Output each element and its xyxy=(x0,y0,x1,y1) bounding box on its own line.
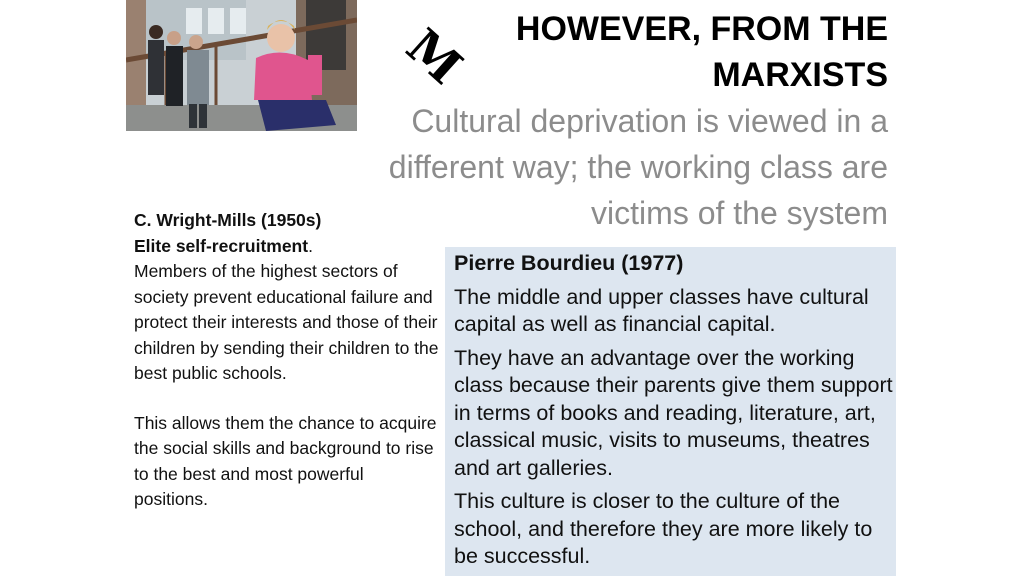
subtitle-line-2: different way; the working class are xyxy=(388,149,888,185)
concept-suffix: . xyxy=(308,235,313,256)
slanted-m-logo: M xyxy=(395,18,473,96)
bourdieu-paragraph-3: This culture is closer to the culture of the school, and therefore they are more likely to be successful. xyxy=(454,489,873,568)
wright-mills-section xyxy=(134,208,439,513)
bourdieu-heading: Pierre Bourdieu (1977) xyxy=(454,251,684,275)
subtitle-line-3: victims of the system xyxy=(591,195,888,231)
concept-line xyxy=(134,234,439,260)
title-line-1: HOWEVER, FROM THE xyxy=(515,10,888,48)
concept-name: Elite self-recruitment xyxy=(134,235,309,256)
bourdieu-panel xyxy=(445,247,896,576)
bourdieu-paragraph-1: The middle and upper classes have cultural capital as well as financial capital. xyxy=(454,284,869,336)
mills-paragraph-2: This allows them the chance to acquire the social skills and background to rise to the best and most powerful positions. xyxy=(134,412,437,509)
mills-paragraph-1: Members of the highest sectors of society prevent educational failure and protect their interests and those of their children by sending their children to the best public schools. xyxy=(134,261,439,383)
bourdieu-paragraph-2: They have an advantage over the working class because their parents give them support in terms of books and reading, literature, art, classical music, visits to museums, theatres and art galleries. xyxy=(454,345,893,480)
slide-title xyxy=(468,6,888,98)
subtitle-line-1: Cultural deprivation is viewed in a xyxy=(411,103,888,139)
title-line-2: MARXISTS xyxy=(712,56,888,94)
author-heading: C. Wright-Mills (1950s) xyxy=(134,210,322,230)
